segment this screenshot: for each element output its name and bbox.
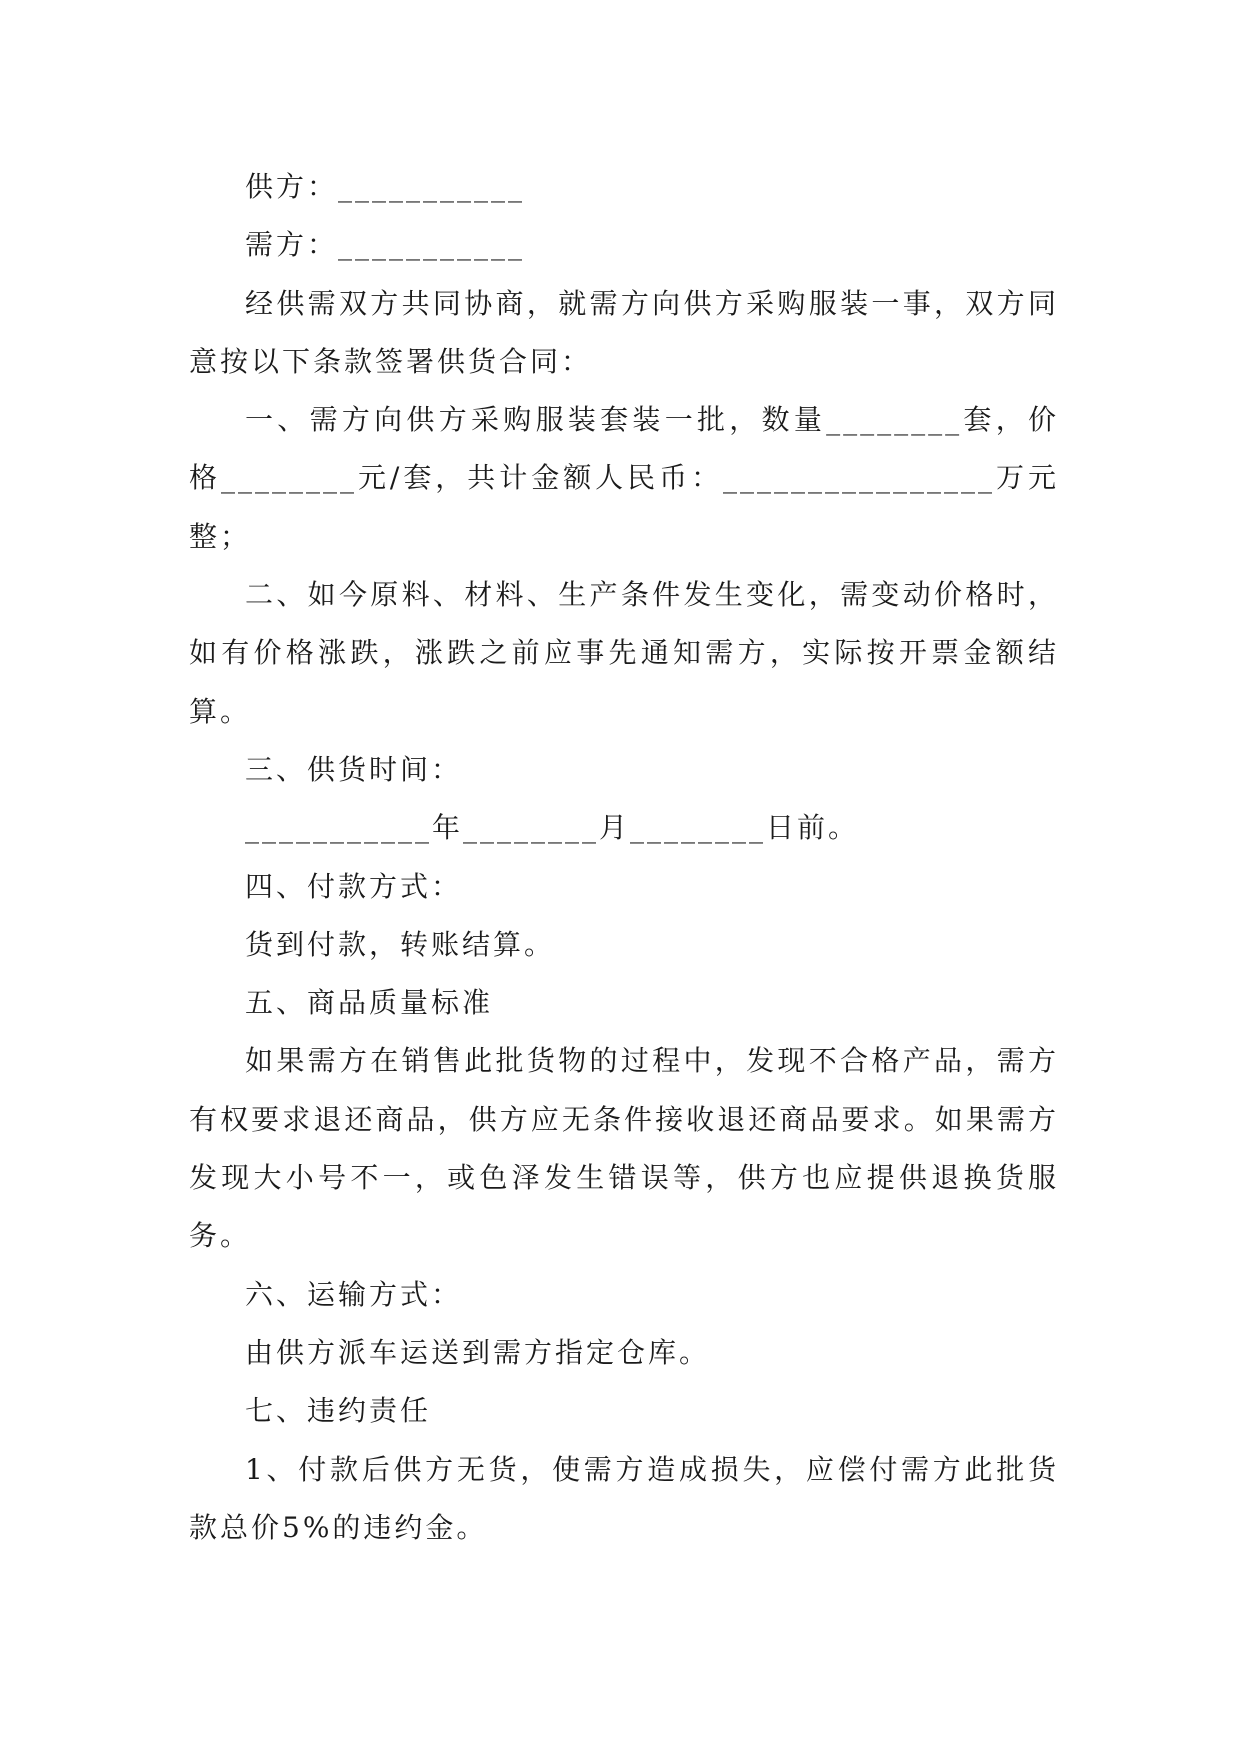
clause-7-heading: 七、违约责任	[245, 1394, 432, 1428]
clause-4-heading: 四、付款方式：	[245, 869, 463, 903]
clause-5-heading: 五、商品质量标准	[245, 986, 494, 1020]
clause-3-heading: 三、供货时间：	[245, 752, 463, 786]
clause-6-body: 由供方派车运送到需方指定仓库。	[245, 1335, 711, 1369]
supplier-line: 供方：___________	[245, 170, 526, 203]
preamble-paragraph: 经供需双方共同协商，就需方向供方采购服装一事，双方同意按以下条款签署供货合同：	[189, 286, 1059, 378]
contract-body	[189, 158, 1059, 1557]
buyer-line: 需方：___________	[245, 228, 526, 262]
clause-3-date-line: ___________年________月________日前。	[245, 811, 860, 845]
clause-7-item-1: 1、付款后供方无货，使需方造成损失，应偿付需方此批货款总价5%的违约金。	[189, 1452, 1059, 1544]
clause-1-purchase: 一、需方向供方采购服装套装一批，数量________套，价格________元/套，共计金额人民币：________________万元整；	[189, 403, 1059, 553]
clause-4-body: 货到付款，转账结算。	[245, 927, 556, 961]
clause-2-price-change: 二、如今原料、材料、生产条件发生变化，需变动价格时，如有价格涨跌，涨跌之前应事先通知需方，实际按开票金额结算。	[189, 578, 1059, 728]
clause-6-heading: 六、运输方式：	[245, 1277, 463, 1311]
clause-5-body: 如果需方在销售此批货物的过程中，发现不合格产品，需方有权要求退还商品，供方应无条件接收退还商品要求。如果需方发现大小号不一，或色泽发生错误等，供方也应提供退换货服务。	[189, 1044, 1059, 1253]
